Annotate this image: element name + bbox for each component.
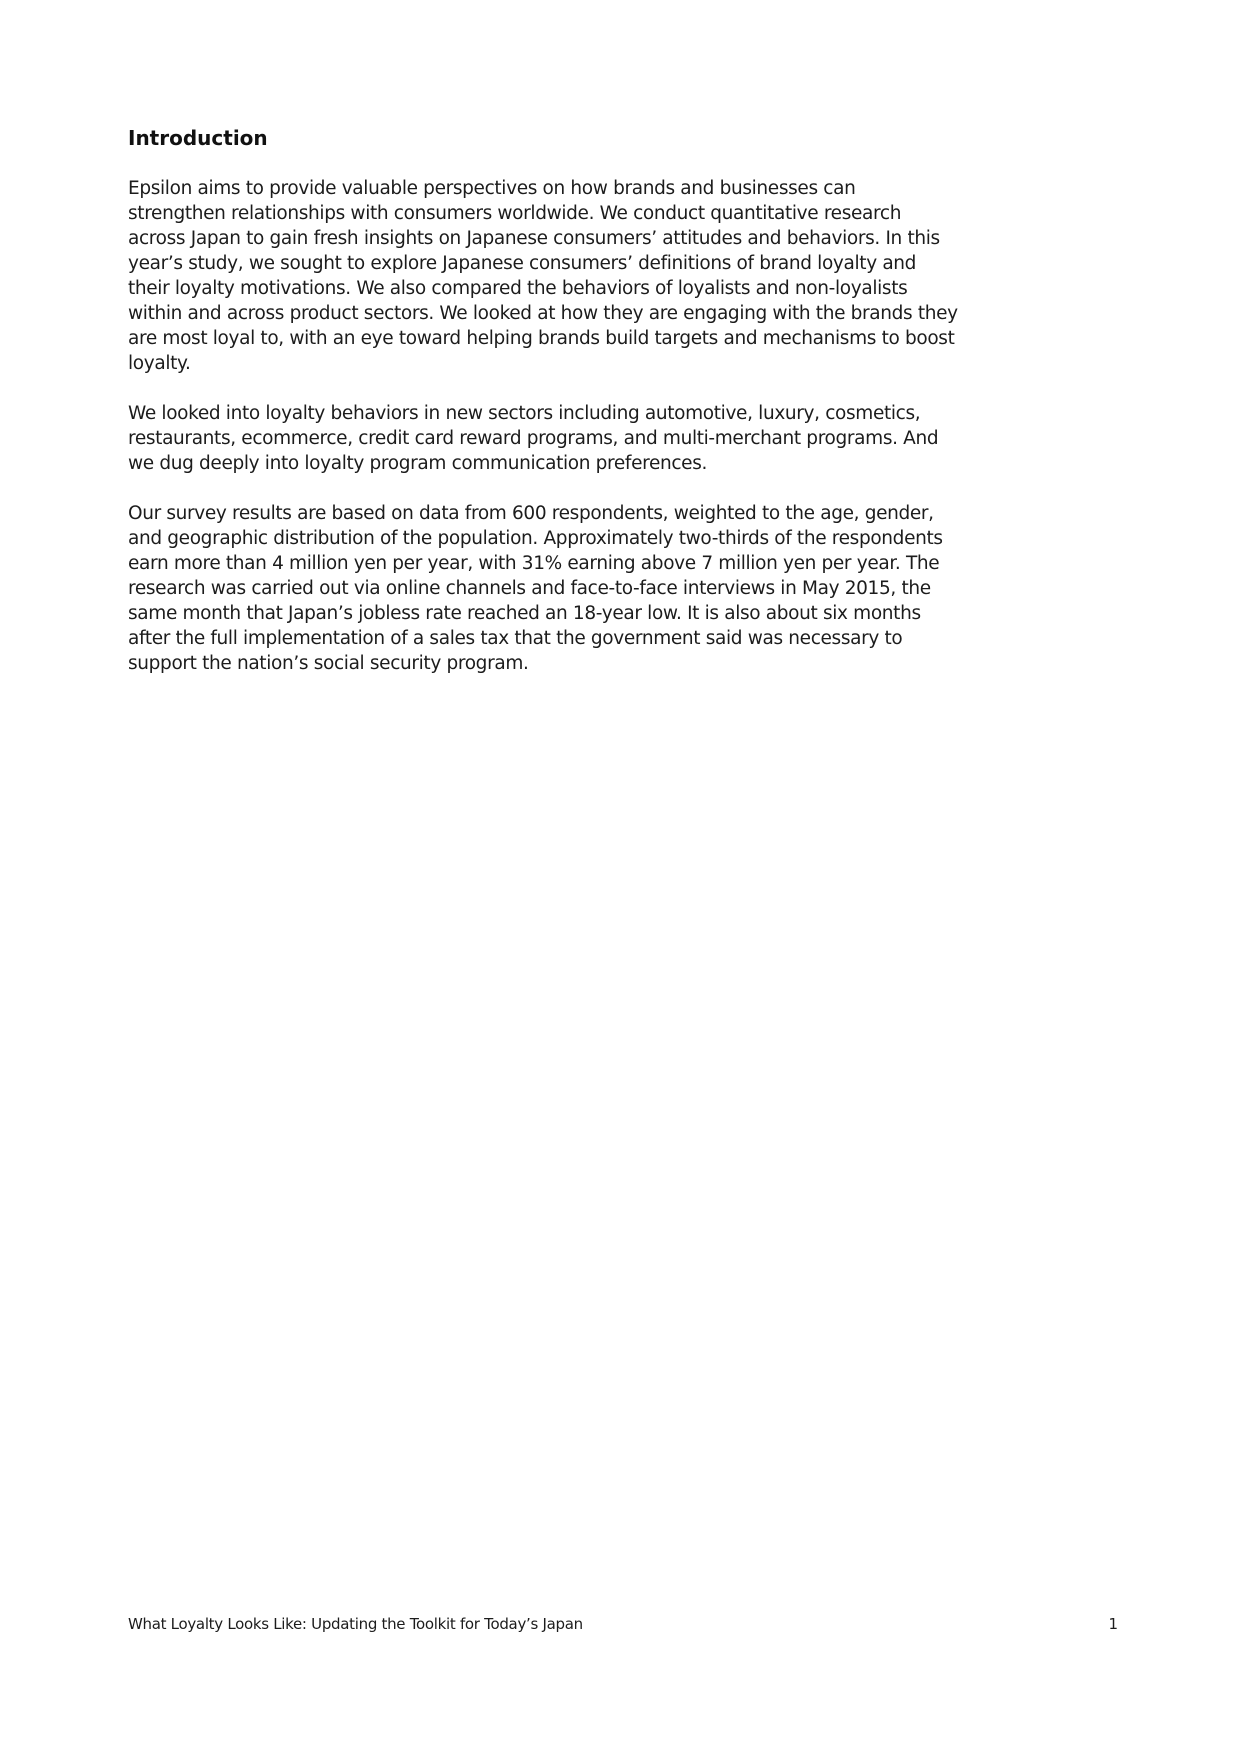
- page-number: 1: [1108, 1615, 1118, 1633]
- intro-paragraph-2: We looked into loyalty behaviors in new sectors including automotive, luxury, cosmetics, restaurants, ecommerce, credit card reward programs, and multi-merchant programs. And we dug deeply into loyalty program communication preferences.: [128, 403, 939, 474]
- footer-document-title: What Loyalty Looks Like: Updating the Toolkit for Today’s Japan: [128, 1615, 583, 1633]
- main-content: [128, 124, 958, 701]
- section-heading: Introduction: [128, 126, 268, 150]
- intro-paragraph-3: Our survey results are based on data from 600 respondents, weighted to the age, gender, and geographic distribution of the population. Approximately two-thirds of the respondents earn more than 4 million yen per year, with 31% earning above 7 million yen per year. The research was carried out via online channels and face-to-face interviews in May 2015, the same month that Japan’s jobless rate reached an 18-year low. It is also about six months after the full implementation of a sales tax that the government said was necessary to support the nation’s social security program.: [128, 503, 943, 674]
- intro-paragraph-1: Epsilon aims to provide valuable perspectives on how brands and businesses can strengthen relationships with consumers worldwide. We conduct quantitative research across Japan to gain fresh insights on Japanese consumers’ attitudes and behaviors. In this year’s study, we sought to explore Japanese consumers’ definitions of brand loyalty and their loyalty motivations. We also compared the behaviors of loyalists and non-loyalists within and across product sectors. We looked at how they are engaging with the brands they are most loyal to, with an eye toward helping brands build targets and mechanisms to boost loyalty.: [128, 178, 958, 374]
